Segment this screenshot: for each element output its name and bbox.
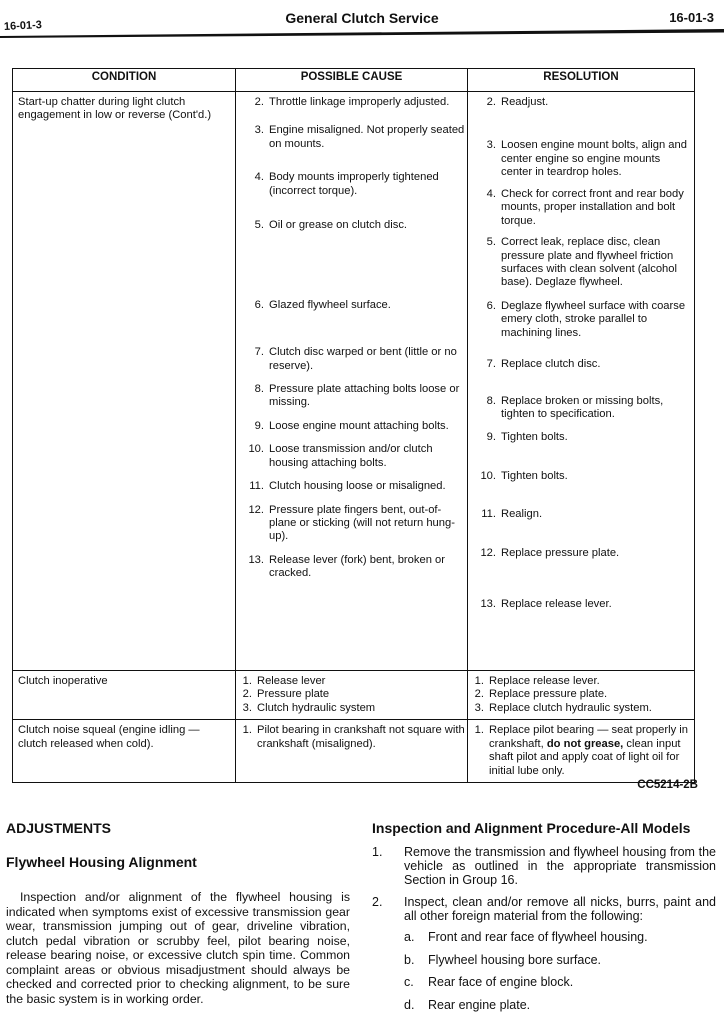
resolution-text-part: clean input shaft pilot and apply coat of light oil for initial lube only. (489, 737, 681, 777)
resolution-item (474, 702, 692, 715)
resolution-number: 2. (486, 96, 496, 108)
resolution-cell (468, 720, 695, 783)
substep-text: Rear engine plate. (428, 997, 531, 1012)
resolution-warning: do not grease, (546, 737, 624, 750)
resolution-item (474, 688, 692, 701)
cause-number: 1. (242, 724, 252, 737)
resolution-number: 8. (486, 394, 496, 407)
substep-text: Rear face of engine block. (428, 975, 574, 990)
resolution-number: 6. (486, 299, 496, 312)
page-code-right: 16-01-3 (669, 10, 714, 25)
procedure-step (372, 895, 716, 924)
cause-item (242, 420, 465, 433)
cause-text: Pressure plate attaching bolts loose or missing. (269, 382, 460, 409)
resolution-number: 5. (486, 236, 496, 249)
resolution-item (474, 139, 692, 179)
cause-text: Body mounts improperly tightened (incorrect torque). (269, 171, 439, 197)
cause-text: Loose transmission and/or clutch housing attaching bolts. (269, 443, 433, 469)
cause-number: 9. (254, 419, 264, 432)
cause-text: Engine misaligned. Not properly seated on mounts. (269, 124, 465, 150)
resolution-text: Correct leak, replace disc, clean pressure plate and flywheel friction surfaces with clean solvent (alcohol base). Deglaze flywheel. (501, 236, 677, 289)
resolution-text: Replace clutch disc. (501, 358, 601, 371)
cause-number: 11. (249, 480, 264, 493)
cause-item (242, 383, 465, 410)
table-header-row (13, 69, 695, 92)
procedure-substep (404, 998, 716, 1012)
resolution-item (474, 188, 692, 228)
resolution-number: 4. (486, 187, 496, 200)
header-possible-cause: POSSIBLE CAUSE (236, 69, 468, 92)
condition-cell: Clutch noise squeal (engine idling — clutch released when cold). (13, 720, 236, 783)
cause-item (242, 702, 465, 715)
cause-number: 6. (254, 298, 264, 311)
cause-text: Glazed flywheel surface. (269, 298, 391, 311)
cause-number: 3. (254, 124, 264, 137)
cause-item (242, 504, 465, 544)
cause-item (242, 124, 465, 151)
left-column (6, 820, 350, 1006)
resolution-item (474, 724, 692, 778)
resolution-text: Replace release lever. (501, 598, 612, 611)
resolution-number: 7. (486, 358, 496, 371)
procedure-substep (404, 953, 716, 967)
substep-text: Flywheel housing bore surface. (428, 952, 602, 967)
cause-text: Release lever (257, 675, 326, 687)
resolution-text: Replace pressure plate. (489, 688, 608, 701)
condition-cell: Start-up chatter during light clutch engagement in low or reverse (Cont'd.) (13, 92, 236, 671)
resolution-item (474, 675, 692, 688)
resolution-number: 11. (481, 508, 496, 521)
procedure-step (372, 845, 716, 888)
cause-number: 12. (248, 503, 264, 516)
cause-number: 7. (254, 346, 264, 359)
cause-text: Clutch housing loose or misaligned. (269, 480, 446, 493)
resolution-text: Loosen engine mount bolts, align and center engine so engine mounts center in teardrop holes. (501, 139, 687, 179)
resolution-cell (468, 671, 695, 720)
resolution-item (474, 547, 692, 560)
table-row (13, 92, 695, 671)
right-column (372, 820, 716, 1020)
resolution-number: 12. (480, 546, 496, 559)
resolution-number: 10. (480, 469, 496, 482)
procedure-substep (404, 975, 716, 989)
resolution-number: 3. (486, 139, 496, 152)
header-rule (0, 29, 724, 38)
page-code-left: 16-01-3 (3, 19, 43, 33)
resolution-item (474, 96, 692, 109)
resolution-text: Replace pressure plate. (501, 546, 620, 559)
table-row (13, 671, 695, 720)
cause-number: 3. (242, 701, 252, 714)
cause-item (242, 688, 465, 701)
cause-number: 13. (248, 553, 264, 566)
resolution-number: 9. (486, 431, 496, 444)
resolution-text (489, 724, 692, 778)
substep-letter: a. (404, 930, 415, 945)
resolution-number: 1. (474, 724, 484, 737)
step-number: 2. (372, 894, 383, 909)
cause-number: 1. (242, 675, 252, 687)
cause-number: 2. (254, 96, 264, 108)
resolution-text: Replace clutch hydraulic system. (489, 701, 652, 714)
cause-cell (236, 671, 468, 720)
figure-code: CC5214-2B (637, 779, 698, 791)
procedure-substep (404, 930, 716, 944)
condition-cell: Clutch inoperative (13, 671, 236, 720)
cause-text: Pilot bearing in crankshaft not square with crankshaft (misaligned). (257, 724, 465, 750)
page-title: General Clutch Service (285, 10, 439, 26)
substep-letter: b. (404, 952, 415, 967)
substep-letter: c. (404, 975, 414, 990)
resolution-number: 1. (474, 675, 484, 687)
cause-item (242, 96, 465, 109)
cause-text: Oil or grease on clutch disc. (269, 219, 408, 232)
cause-item (242, 299, 465, 312)
resolution-item (474, 508, 692, 521)
cause-item (242, 554, 465, 581)
substep-text: Front and rear face of flywheel housing. (428, 930, 648, 945)
resolution-cell (468, 92, 695, 671)
cause-item (242, 219, 465, 232)
step-number: 1. (372, 844, 383, 859)
resolution-item (474, 395, 692, 422)
resolution-text: Tighten bolts. (501, 431, 568, 444)
resolution-item (474, 300, 692, 340)
header-condition: CONDITION (13, 69, 236, 92)
cause-item (242, 443, 465, 470)
resolution-text-part: Replace pilot bearing — seat properly in crankshaft, (489, 724, 688, 750)
section-heading: ADJUSTMENTS (6, 820, 112, 836)
cause-text: Clutch hydraulic system (257, 701, 376, 714)
cause-text: Loose engine mount attaching bolts. (269, 419, 449, 432)
resolution-item (474, 236, 692, 290)
header-resolution: RESOLUTION (468, 69, 695, 92)
resolution-item (474, 598, 692, 611)
resolution-text: Realign. (501, 508, 543, 521)
procedure-steps (372, 845, 716, 1012)
cause-text: Pressure plate (257, 688, 330, 701)
resolution-text: Replace release lever. (489, 675, 600, 687)
resolution-item (474, 470, 692, 483)
cause-number: 10. (248, 443, 264, 456)
cause-item (242, 171, 465, 198)
cause-number: 2. (242, 688, 252, 701)
cause-cell (236, 720, 468, 783)
page-header (0, 0, 724, 46)
resolution-number: 3. (474, 701, 484, 714)
procedure-heading: Inspection and Alignment Procedure-All Models (372, 820, 691, 836)
resolution-item (474, 431, 692, 444)
subsection-heading: Flywheel Housing Alignment (6, 854, 197, 870)
cause-text: Throttle linkage improperly adjusted. (269, 96, 450, 108)
step-text: Inspect, clean and/or remove all nicks, burrs, paint and all other foreign material from the following: (404, 894, 716, 924)
cause-item (242, 724, 465, 751)
resolution-item (474, 358, 692, 371)
cause-text: Clutch disc warped or bent (little or no reserve). (269, 346, 457, 372)
cause-number: 8. (254, 382, 264, 395)
cause-item (242, 346, 465, 373)
body-paragraph: Inspection and/or alignment of the flywheel housing is indicated when symptoms exist of excessive transmission gear wear, transmission jumping out of gear, driveline vibration, clutch pedal vibration or scrubby feel, pilot bearing noise, release bearing noise, or excessive clutch spin time. Common complaint areas or obvious misadjustment should always be checked and corrected prior to checking alignment, to be sure the basic system is in working order. (6, 890, 350, 1006)
cause-item (242, 480, 465, 493)
cause-text: Pressure plate fingers bent, out-of-plane or sticking (will not return hung-up). (269, 503, 455, 543)
cause-text: Release lever (fork) bent, broken or cracked. (269, 553, 445, 580)
resolution-number: 13. (480, 598, 496, 611)
resolution-text: Replace broken or missing bolts, tighten to specification. (501, 394, 664, 420)
cause-number: 5. (254, 219, 264, 232)
resolution-number: 2. (474, 688, 484, 701)
cause-cell (236, 92, 468, 671)
step-text: Remove the transmission and flywheel housing from the vehicle as outlined in the appropriate transmission Section in Group 16. (404, 844, 716, 888)
resolution-text: Tighten bolts. (501, 469, 568, 482)
table-row (13, 720, 695, 783)
diagnosis-table (12, 68, 695, 783)
cause-number: 4. (254, 171, 264, 184)
substep-letter: d. (404, 997, 415, 1012)
resolution-text: Check for correct front and rear body mounts, proper installation and bolt torque. (501, 187, 684, 227)
resolution-text: Readjust. (501, 96, 549, 108)
cause-item (242, 675, 465, 688)
resolution-text: Deglaze flywheel surface with coarse emery cloth, stroke parallel to machining lines. (501, 299, 686, 339)
